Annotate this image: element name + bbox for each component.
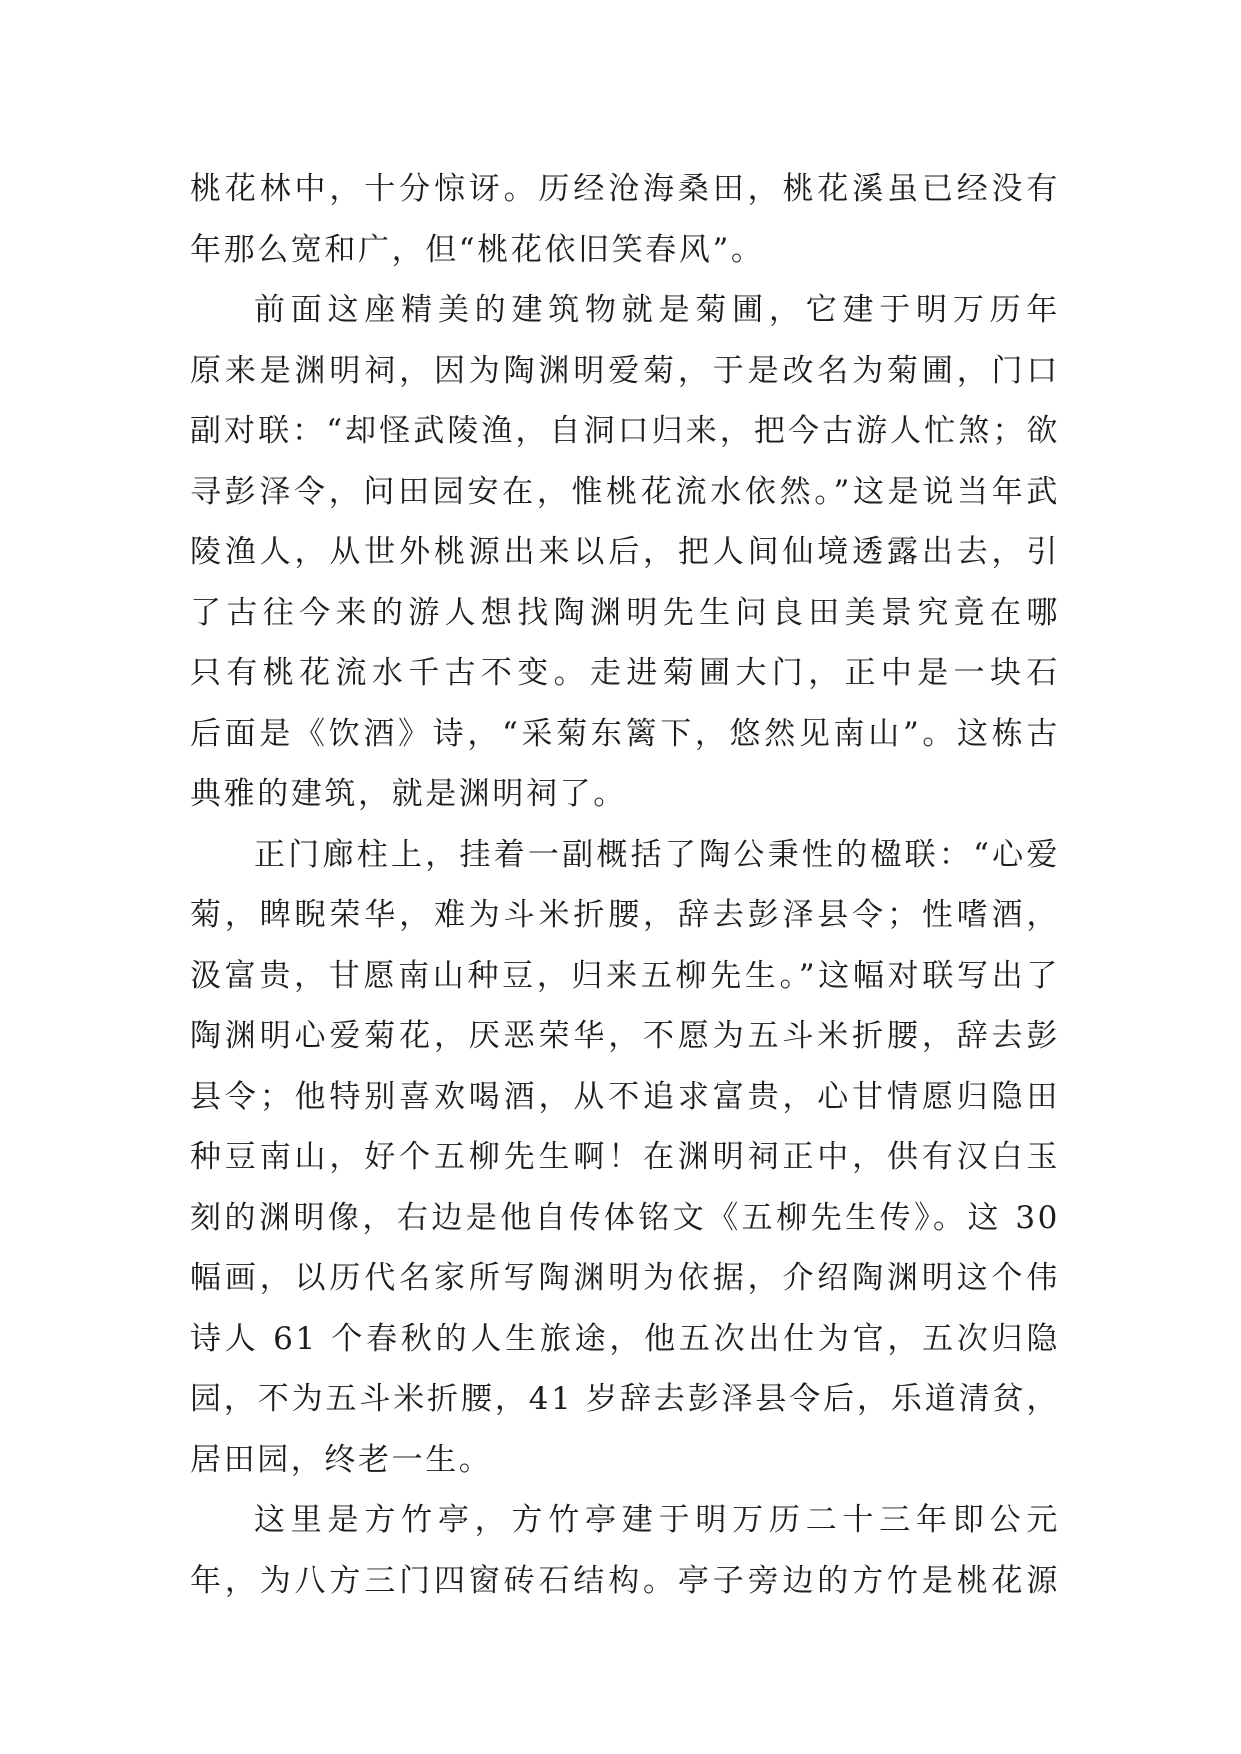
text-line: 诗人 61 个春秋的人生旅途，他五次出仕为官，五次归隐: [190, 1320, 1060, 1357]
text-line: 菊，睥睨荣华，难为斗米折腰，辞去彭泽县令；性嗜酒，: [190, 897, 1060, 933]
text-line: 副对联：“却怪武陵渔，自洞口归来，把今古游人忙煞；欲: [190, 413, 1060, 449]
text-line: 后面是《饮酒》诗，“采菊东篱下，悠然见南山”。这栋古: [190, 715, 1060, 752]
body-text: [190, 159, 1060, 1611]
text-line: 汲富贵，甘愿南山种豆，归来五柳先生。”这幅对联写出了: [190, 957, 1060, 994]
paragraph: [190, 825, 1060, 1491]
text-line: 寻彭泽令，问田园安在，惟桃花流水依然。”这是说当年武: [190, 473, 1060, 510]
text-line: 原来是渊明祠，因为陶渊明爱菊，于是改名为菊圃，门口: [190, 352, 1060, 389]
text-line: 只有桃花流水千古不变。走进菊圃大门，正中是一块石: [190, 655, 1060, 691]
text-line: 正门廊柱上，挂着一副概括了陶公秉性的楹联：“心爱: [254, 836, 1060, 873]
text-line: 这里是方竹亭，方竹亭建于明万历二十三年即公元: [254, 1502, 1060, 1538]
paragraph: [190, 1490, 1060, 1611]
text-line: 桃花林中，十分惊讶。历经沧海桑田，桃花溪虽已经没有: [190, 171, 1060, 207]
text-line: 陵渔人，从世外桃源出来以后，把人间仙境透露出去，引: [190, 534, 1060, 570]
text-line: 陶渊明心爱菊花，厌恶荣华，不愿为五斗米折腰，辞去彭: [190, 1018, 1060, 1054]
text-line: 刻的渊明像，右边是他自传体铭文《五柳先生传》。这 30: [190, 1199, 1060, 1236]
text-line: 年那么宽和广，但“桃花依旧笑春风”。: [190, 231, 765, 268]
text-line: 了古往今来的游人想找陶渊明先生问良田美景究竟在哪: [190, 594, 1060, 631]
text-line: 幅画，以历代名家所写陶渊明为依据，介绍陶渊明这个伟: [190, 1260, 1060, 1296]
paragraph: [190, 280, 1060, 825]
text-line: 县令；他特别喜欢喝酒，从不追求富贵，心甘情愿归隐田: [190, 1078, 1060, 1115]
text-line: 园，不为五斗米折腰，41 岁辞去彭泽县令后，乐道清贫，: [190, 1381, 1060, 1417]
text-line: 前面这座精美的建筑物就是菊圃，它建于明万历年: [254, 292, 1060, 328]
text-line: 典雅的建筑，就是渊明祠了。: [190, 776, 627, 812]
text-line: 种豆南山，好个五柳先生啊！在渊明祠正中，供有汉白玉: [190, 1139, 1060, 1175]
paragraph: [190, 159, 1060, 280]
text-line: 年，为八方三门四窗砖石结构。亭子旁边的方竹是桃花源: [190, 1562, 1060, 1599]
text-line: 居田园，终老一生。: [190, 1441, 493, 1478]
